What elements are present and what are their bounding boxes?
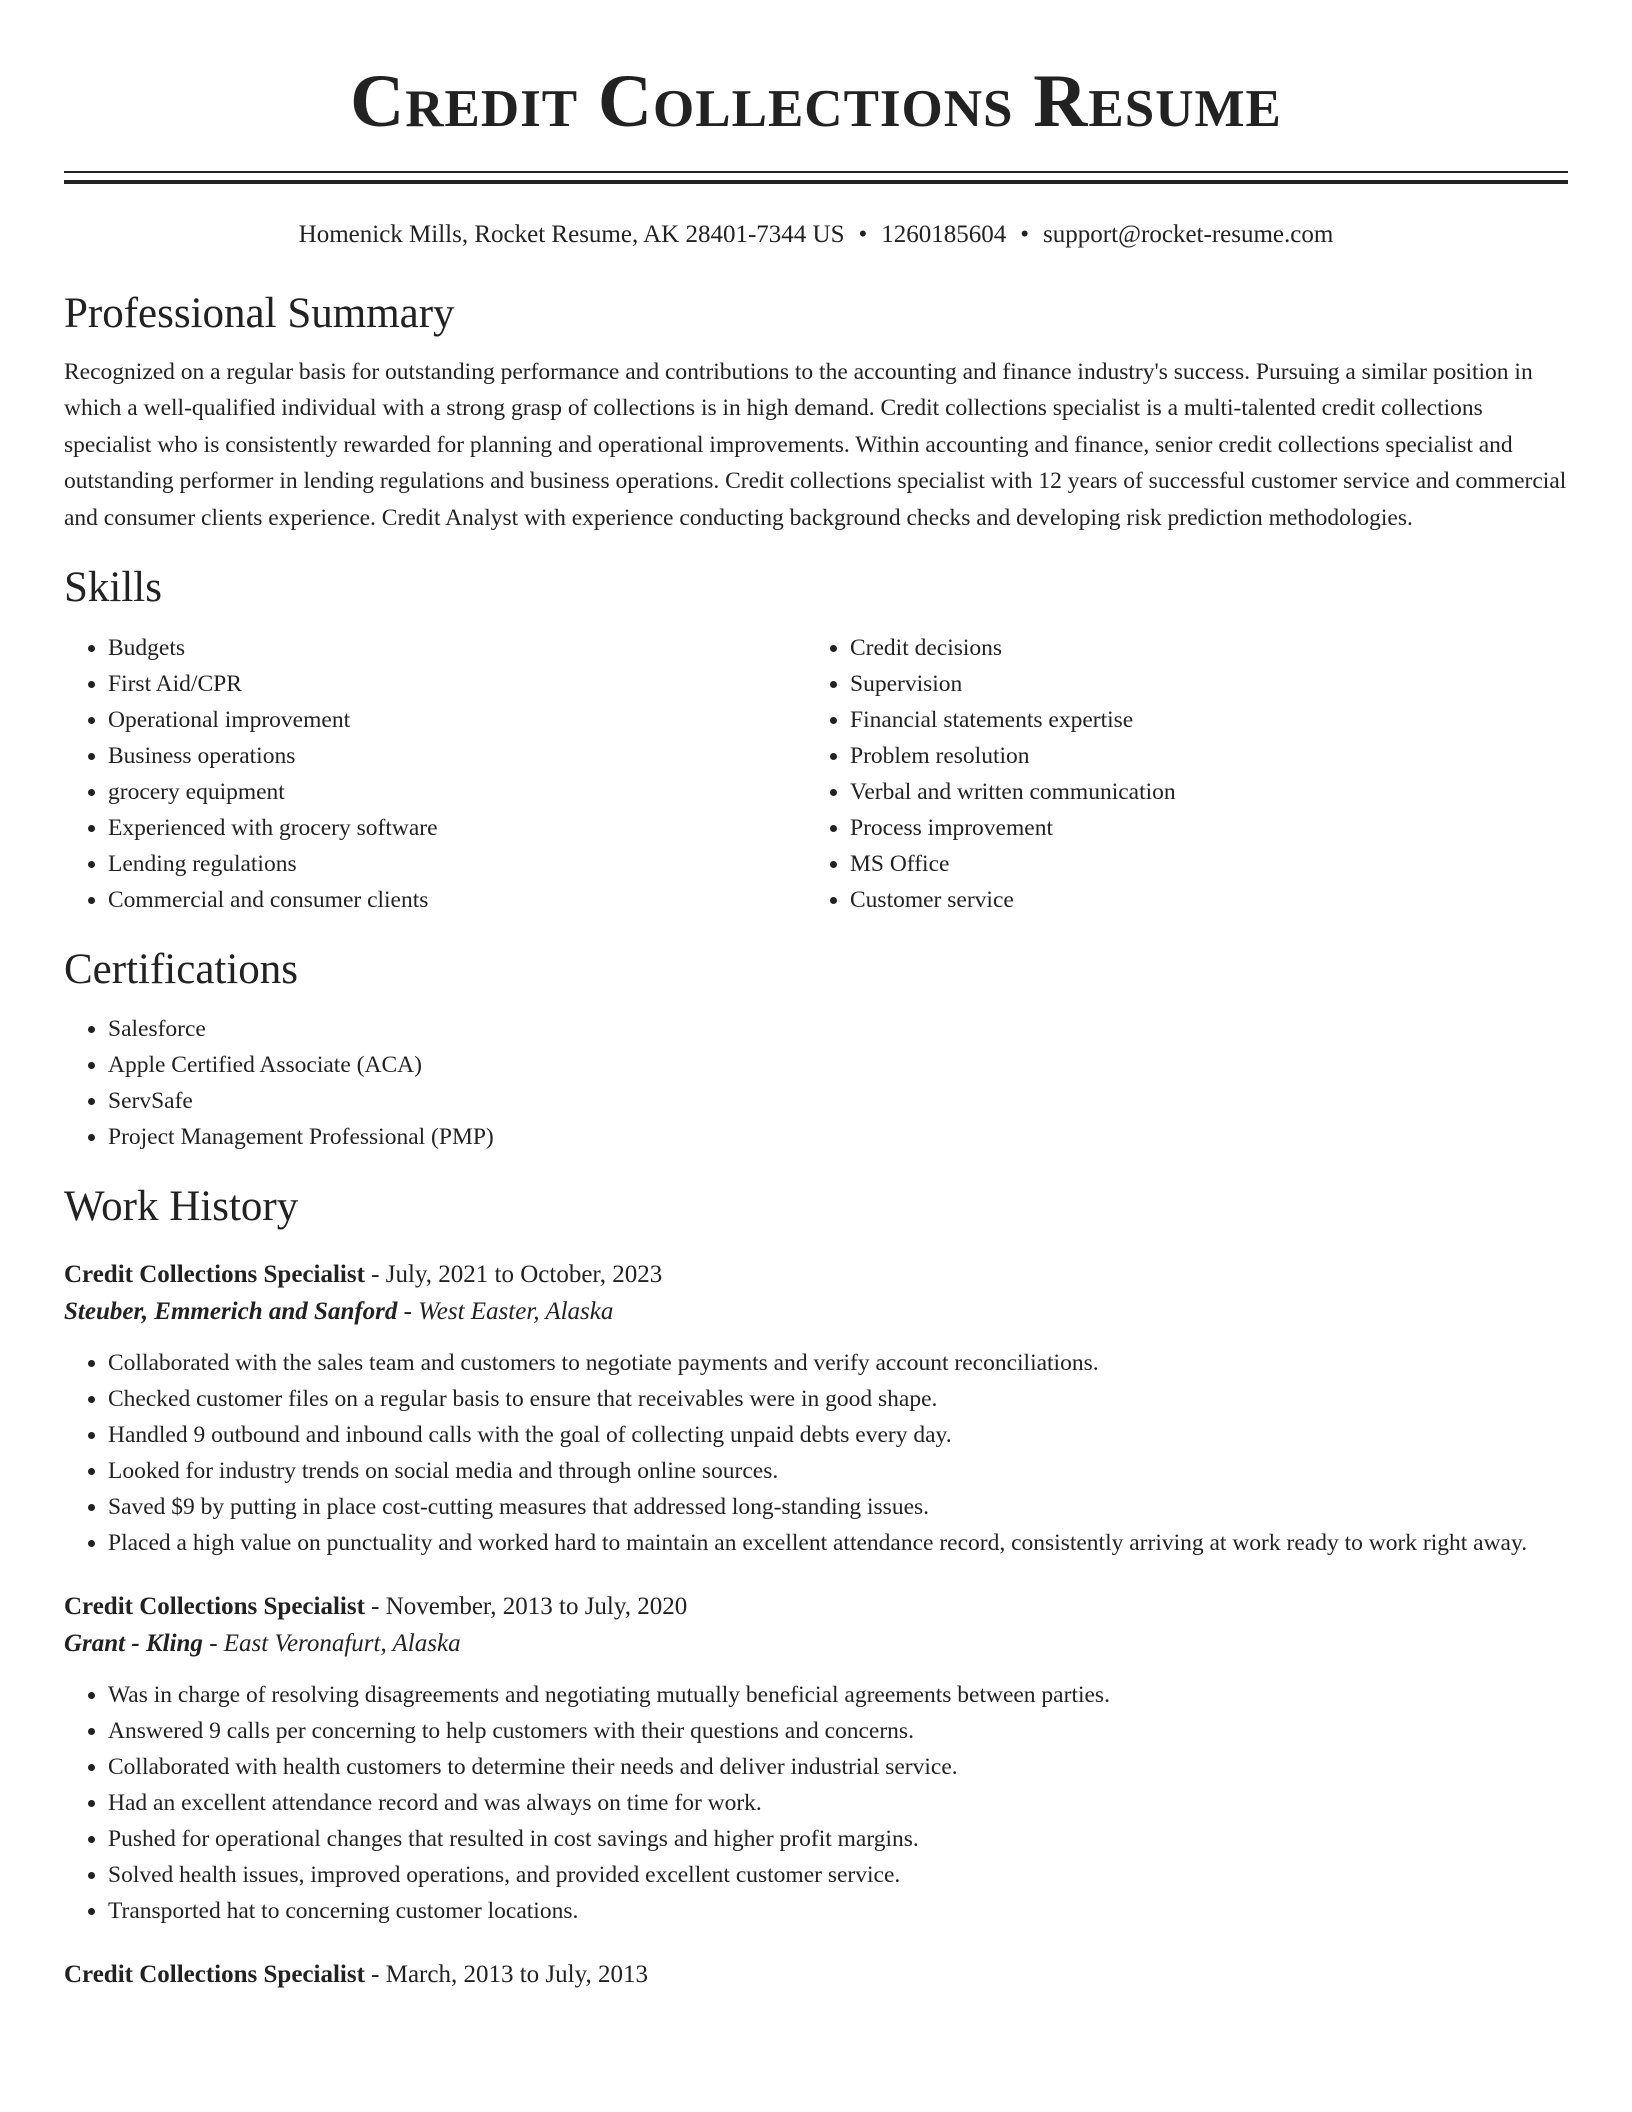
job-title-line <box>64 1957 1568 1993</box>
job-bullet: • Answered 9 calls per concerning to help customers with their questions and concerns. <box>108 1713 1568 1749</box>
contact-separator: • <box>1020 221 1030 248</box>
contact-email: support@rocket-resume.com <box>1043 221 1334 248</box>
dash: - <box>397 1297 419 1325</box>
certifications-list <box>64 1011 1568 1155</box>
job-bullet: • Placed a high value on punctuality and worked hard to maintain an excellent attendance record, consistently arriving at work ready to work right away. <box>108 1525 1568 1561</box>
certification-item: • ServSafe <box>108 1083 1568 1119</box>
skill-item: • MS Office <box>850 846 1548 882</box>
skill-item: • Verbal and written communication <box>850 774 1548 810</box>
skill-item: • Budgets <box>108 630 806 666</box>
skill-item: • Customer service <box>850 882 1548 918</box>
job-company: Grant - Kling <box>64 1629 203 1657</box>
skill-item: • Problem resolution <box>850 738 1548 774</box>
job-bullets <box>64 1345 1568 1561</box>
job-bullet: • Collaborated with the sales team and customers to negotiate payments and verify account reconciliations. <box>108 1345 1568 1381</box>
certifications-section <box>64 944 1568 1156</box>
dash: - <box>364 1260 386 1288</box>
job-bullet: • Saved $9 by putting in place cost-cutting measures that addressed long-standing issues. <box>108 1489 1568 1525</box>
skills-list <box>64 630 806 918</box>
job-bullet: • Handled 9 outbound and inbound calls with the goal of collecting unpaid debts every day. <box>108 1417 1568 1453</box>
job-dates: November, 2013 to July, 2020 <box>385 1592 688 1620</box>
job-bullet: • Pushed for operational changes that resulted in cost savings and higher profit margins. <box>108 1821 1568 1857</box>
contact-separator: • <box>858 221 868 248</box>
skills-list <box>806 630 1548 918</box>
dash: - <box>364 1592 386 1620</box>
skill-item: • Business operations <box>108 738 806 774</box>
job-company-line <box>64 1293 1568 1331</box>
dash: - <box>202 1629 224 1657</box>
job-dates: July, 2021 to October, 2023 <box>385 1260 663 1288</box>
work-history-section <box>64 1181 1568 1993</box>
job-bullet: • Collaborated with health customers to determine their needs and deliver industrial service. <box>108 1749 1568 1785</box>
job-entry <box>64 1957 1568 1993</box>
section-heading: Certifications <box>64 945 299 993</box>
skill-item: • Credit decisions <box>850 630 1548 666</box>
skills-column-right <box>806 630 1548 918</box>
job-company-line <box>64 1625 1568 1663</box>
job-location: West Easter, Alaska <box>418 1297 614 1325</box>
contact-address: Homenick Mills, Rocket Resume, AK 28401-7344 US <box>298 221 845 248</box>
certification-item: • Apple Certified Associate (ACA) <box>108 1047 1568 1083</box>
section-heading: Professional Summary <box>64 290 455 337</box>
skill-item: • Lending regulations <box>108 846 806 882</box>
skills-column-left <box>64 630 806 918</box>
job-bullet: • Had an excellent attendance record and was always on time for work. <box>108 1785 1568 1821</box>
certification-item: • Project Management Professional (PMP) <box>108 1119 1568 1155</box>
skill-item: • Commercial and consumer clients <box>108 882 806 918</box>
job-bullet: • Looked for industry trends on social media and through online sources. <box>108 1453 1568 1489</box>
job-bullet: • Transported hat to concerning customer locations. <box>108 1893 1568 1929</box>
job-bullet: • Solved health issues, improved operations, and provided excellent customer service. <box>108 1857 1568 1893</box>
skills-grid <box>64 630 1568 918</box>
job-company: Steuber, Emmerich and Sanford <box>64 1297 398 1325</box>
job-role: Credit Collections Specialist <box>64 1260 365 1288</box>
job-entry <box>64 1257 1568 1561</box>
skill-item: • Operational improvement <box>108 702 806 738</box>
skill-item: • Process improvement <box>850 810 1548 846</box>
job-dates: March, 2013 to July, 2013 <box>385 1960 648 1988</box>
skill-item: • grocery equipment <box>108 774 806 810</box>
job-location: East Veronafurt, Alaska <box>223 1629 461 1657</box>
job-entry <box>64 1589 1568 1929</box>
skills-section <box>64 562 1568 918</box>
skill-item: • Financial statements expertise <box>850 702 1548 738</box>
title-divider-thin <box>64 171 1568 173</box>
skill-item: • Supervision <box>850 666 1548 702</box>
page-title: Credit Collections Resume <box>350 60 1282 143</box>
job-bullet: • Was in charge of resolving disagreements and negotiating mutually beneficial agreements between parties. <box>108 1677 1568 1713</box>
job-title-line <box>64 1589 1568 1625</box>
job-title-line <box>64 1257 1568 1293</box>
section-heading: Work History <box>64 1183 299 1231</box>
summary-text: Recognized on a regular basis for outstanding performance and contributions to the accounting and finance industry's success. Pursuing a similar position in which a well-qualified individual with a strong grasp of collections is in high demand. Credit collections specialist is a multi-talented credit collections specialist who is consistently rewarded for planning and operational improvements. Within accounting and finance, senior credit collections specialist and outstanding performer in lending regulations and business operations. Credit collections specialist with 12 years of successful customer service and commercial and consumer clients experience. Credit Analyst with experience conducting background checks and developing risk prediction methodologies. <box>64 358 1567 531</box>
title-divider-thick <box>64 180 1568 184</box>
job-role: Credit Collections Specialist <box>64 1960 365 1988</box>
contact-line <box>64 220 1568 250</box>
skill-item: • Experienced with grocery software <box>108 810 806 846</box>
skill-item: • First Aid/CPR <box>108 666 806 702</box>
professional-summary-section <box>64 288 1568 536</box>
job-bullet: • Checked customer files on a regular basis to ensure that receivables were in good shape. <box>108 1381 1568 1417</box>
dash: - <box>364 1960 386 1988</box>
contact-phone: 1260185604 <box>881 221 1007 248</box>
job-role: Credit Collections Specialist <box>64 1592 365 1620</box>
certification-item: • Salesforce <box>108 1011 1568 1047</box>
job-bullets <box>64 1677 1568 1929</box>
section-heading: Skills <box>64 564 162 612</box>
